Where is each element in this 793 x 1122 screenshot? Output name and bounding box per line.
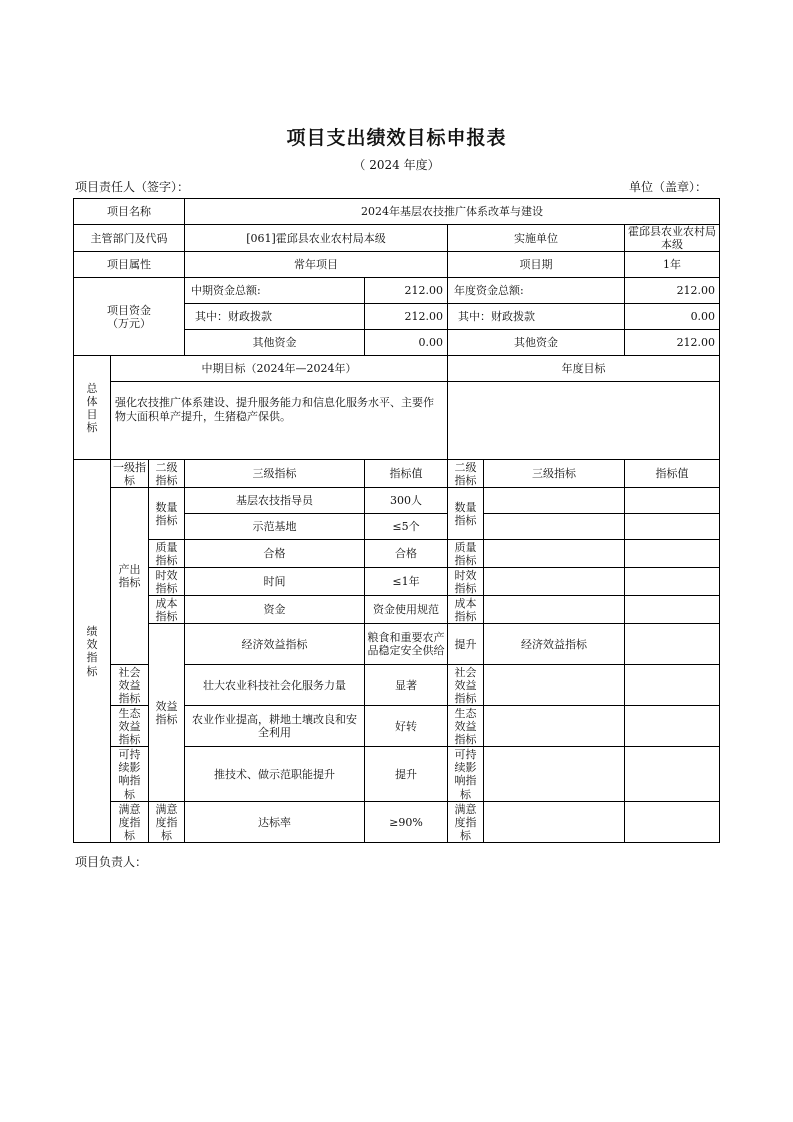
funds-label: 项目资金（万元）	[74, 278, 185, 356]
econ-value: 提升	[448, 624, 484, 665]
cost-label: 成本指标	[149, 596, 185, 624]
economic-label-year: 经济效益指标	[484, 624, 625, 665]
q1-name-year	[484, 488, 625, 514]
soc-name-year	[484, 665, 625, 706]
dept-value: [061]霍邱县农业农村局本级	[185, 225, 448, 252]
page-title: 项目支出绩效目标申报表	[286, 127, 507, 149]
q1-value: 300人	[365, 488, 448, 514]
year-line: （ 2024 年度）	[353, 158, 440, 172]
time-value-year	[625, 568, 720, 596]
time-value: ≤1年	[365, 568, 448, 596]
cost-value-year	[625, 596, 720, 624]
social-label-year: 社会效益指标	[448, 665, 484, 706]
mid-fiscal-value: 212.00	[365, 304, 448, 330]
project-name-label: 项目名称	[74, 199, 185, 225]
mid-total-value: 212.00	[365, 278, 448, 304]
col-level2: 二级指标	[149, 460, 185, 488]
col-value-year: 指标值	[625, 460, 720, 488]
econ-name-year	[625, 624, 720, 665]
col-level2-year: 二级指标	[448, 460, 484, 488]
benefit-label: 效益指标	[149, 624, 185, 802]
timeliness-label: 时效指标	[149, 568, 185, 596]
eco-value: 好转	[365, 706, 448, 747]
mid-fiscal-label: 其中：财政拨款	[185, 304, 365, 330]
satisfaction-label-l1: 满意度指标	[111, 802, 149, 843]
sustain-label-year: 可持续影响指标	[448, 747, 484, 802]
sus-value-year	[625, 747, 720, 802]
q2-value: ≤5个	[365, 514, 448, 540]
soc-value-year	[625, 665, 720, 706]
dept-label: 主管部门及代码	[74, 225, 185, 252]
qual-value: 合格	[365, 540, 448, 568]
quantity-label: 数量指标	[149, 488, 185, 540]
sus-name-year	[484, 747, 625, 802]
year-fiscal-value: 0.00	[625, 304, 720, 330]
economic-label: 经济效益指标	[185, 624, 365, 665]
q1-value-year	[625, 488, 720, 514]
mid-total-label: 中期资金总额:	[185, 278, 365, 304]
col-level3-year: 三级指标	[484, 460, 625, 488]
sustain-label: 可持续影响指标	[111, 747, 149, 802]
sat-value-year	[625, 802, 720, 843]
qual-name: 合格	[185, 540, 365, 568]
sat-name: 达标率	[185, 802, 365, 843]
sat-name-year	[484, 802, 625, 843]
leader-label: 项目负责人：	[75, 855, 148, 869]
output-label: 产出指标	[111, 488, 149, 665]
cost-name: 资金	[185, 596, 365, 624]
col-level1: 一级指标	[111, 460, 149, 488]
sat-value: ≥90%	[365, 802, 448, 843]
q2-value-year	[625, 514, 720, 540]
ecological-label: 生态效益指标	[111, 706, 149, 747]
soc-value: 显著	[365, 665, 448, 706]
time-name-year	[484, 568, 625, 596]
eco-name-year	[484, 706, 625, 747]
econ-name: 粮食和重要农产品稳定安全供给	[365, 624, 448, 665]
performance-table	[73, 198, 720, 843]
cost-label-year: 成本指标	[448, 596, 484, 624]
signer-label: 项目责任人（签字）：	[75, 180, 190, 194]
q1-name: 基层农技指导员	[185, 488, 365, 514]
year-fiscal-label: 其中：财政拨款	[448, 304, 625, 330]
year-other-label: 其他资金	[448, 330, 625, 356]
satisfaction-label-year: 满意度指标	[448, 802, 484, 843]
cost-name-year	[484, 596, 625, 624]
mid-other-value: 0.00	[365, 330, 448, 356]
sus-value: 提升	[365, 747, 448, 802]
overall-label: 总体目标	[74, 356, 111, 460]
impl-label: 实施单位	[448, 225, 625, 252]
performance-label: 绩效指标	[74, 460, 111, 843]
year-goal-header: 年度目标	[448, 356, 720, 382]
year-total-label: 年度资金总额:	[448, 278, 625, 304]
quality-label-year: 质量指标	[448, 540, 484, 568]
mid-other-label: 其他资金	[185, 330, 365, 356]
social-label: 社会效益指标	[111, 665, 149, 706]
cost-value: 资金使用规范	[365, 596, 448, 624]
period-label: 项目期	[448, 252, 625, 278]
unit-label: 单位（盖章）：	[628, 180, 707, 194]
sus-name: 推技术、做示范职能提升	[185, 747, 365, 802]
year-other-value: 212.00	[625, 330, 720, 356]
quantity-label-year: 数量指标	[448, 488, 484, 540]
ecological-label-year: 生态效益指标	[448, 706, 484, 747]
time-name: 时间	[185, 568, 365, 596]
qual-name-year	[484, 540, 625, 568]
col-value: 指标值	[365, 460, 448, 488]
impl-value: 霍邱县农业农村局本级	[625, 225, 720, 252]
period-value: 1年	[625, 252, 720, 278]
eco-value-year	[625, 706, 720, 747]
qual-value-year	[625, 540, 720, 568]
satisfaction-label-l2: 满意度指标	[149, 802, 185, 843]
project-name-value: 2024年基层农技推广体系改革与建设	[185, 199, 720, 225]
eco-name: 农业作业提高，耕地土壤改良和安全利用	[185, 706, 365, 747]
col-level3: 三级指标	[185, 460, 365, 488]
attr-value: 常年项目	[185, 252, 448, 278]
year-goal-text	[448, 382, 720, 460]
quality-label: 质量指标	[149, 540, 185, 568]
q2-name-year	[484, 514, 625, 540]
year-total-value: 212.00	[625, 278, 720, 304]
mid-goal-text: 强化农技推广体系建设、提升服务能力和信息化服务水平、主要作物大面积单产提升，生猪稳产保供。	[111, 382, 448, 460]
timeliness-label-year: 时效指标	[448, 568, 484, 596]
q2-name: 示范基地	[185, 514, 365, 540]
attr-label: 项目属性	[74, 252, 185, 278]
soc-name: 壮大农业科技社会化服务力量	[185, 665, 365, 706]
mid-goal-header: 中期目标（2024年—2024年）	[111, 356, 448, 382]
